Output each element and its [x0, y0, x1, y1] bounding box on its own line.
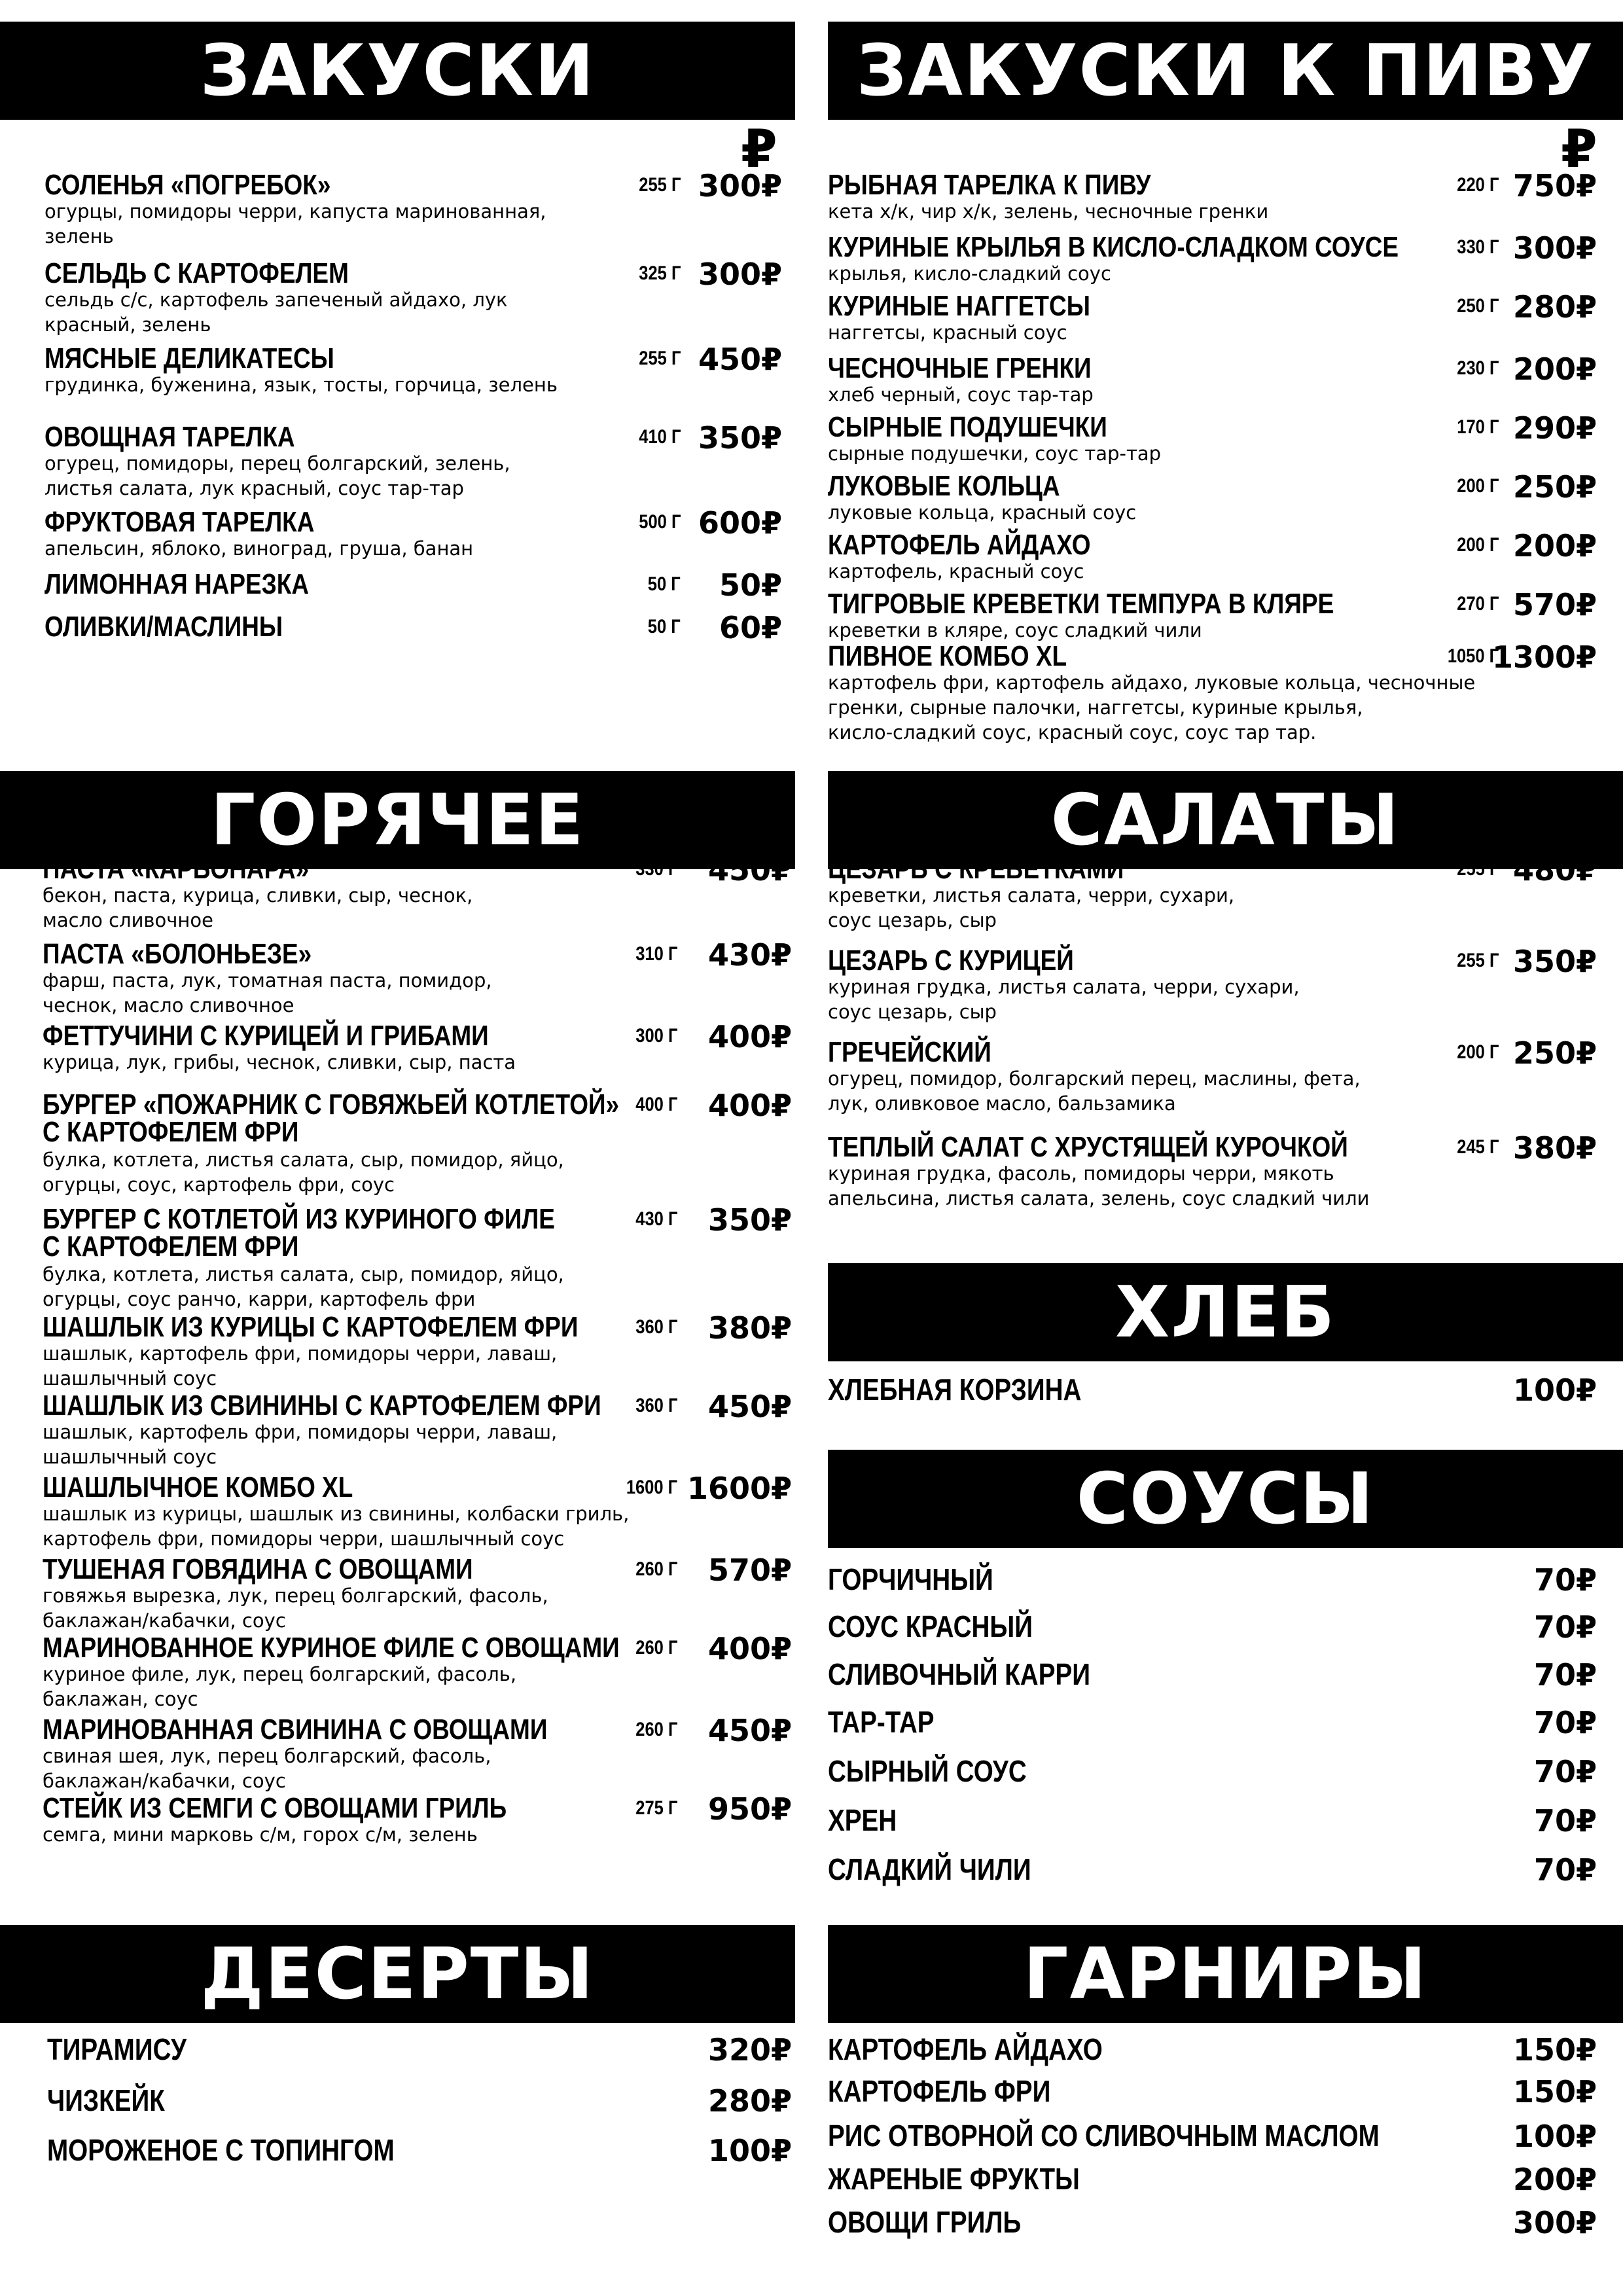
- item-description: картофель фри, картофель айдахо, луковые кольца, чесночные: [828, 672, 1476, 694]
- item-name: ТАР-ТАР: [828, 1705, 935, 1739]
- item-name: ТИГРОВЫЕ КРЕВЕТКИ ТЕМПУРА В КЛЯРЕ: [828, 588, 1334, 620]
- item-description: апельсин, яблоко, виноград, груша, банан: [45, 537, 474, 560]
- item-name: СЫРНЫЙ СОУС: [828, 1754, 1027, 1788]
- menu-item: [828, 410, 1597, 465]
- item-price: 60₽: [719, 610, 782, 645]
- menu-item: [828, 1130, 1597, 1210]
- item-description: шашлык, картофель фри, помидоры черри, лаваш,: [43, 1421, 558, 1443]
- item-description: огурец, помидоры, перец болгарский, зелень,: [45, 452, 510, 475]
- menu-item: [43, 1019, 792, 1073]
- item-price: 1600₽: [687, 1471, 792, 1506]
- section-title: СОУСЫ: [828, 1450, 1623, 1548]
- item-price: 250₽: [1512, 469, 1597, 505]
- item-name: БУРГЕР «ПОЖАРНИК С ГОВЯЖЬЕЙ КОТЛЕТОЙ»: [43, 1088, 620, 1121]
- section-title: ХЛЕБ: [828, 1263, 1623, 1361]
- item-price: 450₽: [707, 1389, 792, 1424]
- item-price: 70₽: [1533, 1803, 1597, 1839]
- item-price: 950₽: [707, 1791, 792, 1827]
- item-price: 200₽: [1512, 351, 1597, 387]
- item-description: зелень: [45, 225, 114, 247]
- item-weight: 260 Г: [635, 1637, 677, 1659]
- item-price: 150₽: [1512, 2032, 1597, 2068]
- menu-item: [828, 2121, 1597, 2160]
- item-price: 200₽: [1512, 2162, 1597, 2197]
- item-price: 280₽: [707, 2083, 792, 2119]
- item-description: хлеб черный, соус тар-тар: [828, 384, 1094, 406]
- item-price: 480₽: [1512, 852, 1597, 888]
- menu-item: [828, 289, 1597, 344]
- item-description: апельсина, листья салата, зелень, соус сладкий чили: [828, 1187, 1370, 1210]
- menu-item: [47, 2085, 792, 2125]
- menu-item: [828, 1756, 1597, 1795]
- item-name: ЦЕЗАРЬ С КУРИЦЕЙ: [828, 944, 1074, 977]
- item-description: огурцы, помидоры черри, капуста маринованная,: [45, 200, 546, 223]
- item-weight: 50 Г: [648, 616, 681, 637]
- item-weight: 255 Г: [638, 348, 681, 369]
- item-weight: 255 Г: [1456, 950, 1499, 971]
- menu-item: [828, 2164, 1597, 2203]
- menu-item: [828, 230, 1597, 285]
- item-description: шашлычный соус: [43, 1367, 217, 1390]
- item-description: шашлык, картофель фри, помидоры черри, лаваш,: [43, 1342, 558, 1365]
- item-price: 350₽: [1512, 944, 1597, 979]
- item-description: сельдь с/с, картофель запеченый айдахо, лук: [45, 289, 508, 311]
- item-price: 450₽: [698, 342, 782, 377]
- item-description: крылья, кисло-сладкий соус: [828, 262, 1111, 285]
- item-name: СОУС КРАСНЫЙ: [828, 1609, 1033, 1643]
- menu-item: [43, 937, 792, 1016]
- item-weight: 310 Г: [635, 943, 677, 965]
- item-name: РЫБНАЯ ТАРЕЛКА К ПИВУ: [828, 169, 1151, 201]
- item-description: креветки, листья салата, черри, сухари,: [828, 884, 1235, 906]
- item-description: бекон, паста, курица, сливки, сыр, чеснок,: [43, 884, 473, 906]
- currency-symbol: ₽: [741, 118, 777, 179]
- item-weight: 1050 Г: [1447, 645, 1499, 667]
- menu-item: [828, 168, 1597, 223]
- item-description: баклажан/кабачки, соус: [43, 1609, 286, 1632]
- item-weight: 200 Г: [1456, 1041, 1499, 1063]
- item-description: курица, лук, грибы, чеснок, сливки, сыр, паста: [43, 1051, 516, 1073]
- item-description: картофель фри, помидоры черри, шашлычный соус: [43, 1528, 565, 1550]
- item-name: ЧИЗКЕЙК: [47, 2083, 165, 2117]
- item-name: ГРЕЧЕЙСКИЙ: [828, 1036, 991, 1068]
- item-weight: 400 Г: [635, 1094, 677, 1115]
- item-price: 600₽: [698, 505, 782, 541]
- item-price: 300₽: [698, 168, 782, 204]
- item-name: ОВОЩНАЯ ТАРЕЛКА: [45, 421, 295, 453]
- menu-item: [43, 1310, 792, 1390]
- item-name: СЫРНЫЕ ПОДУШЕЧКИ: [828, 411, 1107, 443]
- menu-item: [47, 2135, 792, 2174]
- item-weight: 270 Г: [1456, 593, 1499, 615]
- item-weight: 260 Г: [635, 1719, 677, 1740]
- item-price: 100₽: [707, 2133, 792, 2168]
- item-name: СЛИВОЧНЫЙ КАРРИ: [828, 1657, 1091, 1691]
- item-price: 400₽: [707, 1019, 792, 1054]
- item-description: баклажан, соус: [43, 1688, 198, 1710]
- item-price: 300₽: [1512, 2205, 1597, 2240]
- menu-item: [828, 1611, 1597, 1651]
- item-name: СЕЛЬДЬ С КАРТОФЕЛЕМ: [45, 257, 349, 289]
- section-sauces: [828, 1450, 1623, 1908]
- item-description: масло сливочное: [43, 909, 213, 931]
- item-weight: 1600 Г: [626, 1477, 677, 1498]
- item-description: куриная грудка, фасоль, помидоры черри, мякоть: [828, 1162, 1334, 1185]
- item-name: СТЕЙК ИЗ СЕМГИ С ОВОЩАМИ ГРИЛЬ: [43, 1792, 507, 1824]
- menu-item: [43, 1471, 792, 1550]
- section-salads: [828, 771, 1623, 1268]
- item-name: ШАШЛЫК ИЗ СВИНИНЫ С КАРТОФЕЛЕМ ФРИ: [43, 1390, 601, 1422]
- item-weight: 360 Г: [635, 1395, 677, 1416]
- menu-item: [43, 852, 792, 931]
- item-name: БУРГЕР С КОТЛЕТОЙ ИЗ КУРИНОГО ФИЛЕ: [43, 1203, 555, 1235]
- item-description: огурец, помидор, болгарский перец, маслины, фета,: [828, 1067, 1361, 1090]
- item-name: МАРИНОВАННАЯ СВИНИНА С ОВОЩАМИ: [43, 1713, 548, 1746]
- item-weight: 330 Г: [1456, 236, 1499, 258]
- section-title: ЗАКУСКИ К ПИВУ: [828, 22, 1623, 120]
- item-weight: 230 Г: [1456, 357, 1499, 379]
- menu-item: [828, 639, 1597, 744]
- item-name-line2: С КАРТОФЕЛЕМ ФРИ: [43, 1230, 299, 1263]
- item-name: КУРИНЫЕ КРЫЛЬЯ В КИСЛО-СЛАДКОМ СОУСЕ: [828, 231, 1399, 263]
- item-name: ХЛЕБНАЯ КОРЗИНА: [828, 1372, 1082, 1407]
- item-weight: 330 Г: [635, 858, 677, 880]
- item-weight: 200 Г: [1456, 475, 1499, 497]
- item-price: 400₽: [707, 1631, 792, 1666]
- item-name: ЛУКОВЫЕ КОЛЬЦА: [828, 470, 1060, 502]
- item-name: ТИРАМИСУ: [47, 2032, 187, 2066]
- item-price: 570₽: [707, 1552, 792, 1588]
- item-name: ФЕТТУЧИНИ С КУРИЦЕЙ И ГРИБАМИ: [43, 1020, 489, 1052]
- section-hot: [0, 771, 795, 1910]
- item-price: 380₽: [707, 1310, 792, 1346]
- menu-item: [828, 351, 1597, 406]
- item-name: КУРИНЫЕ НАГГЕТСЫ: [828, 290, 1090, 322]
- item-price: 280₽: [1512, 289, 1597, 325]
- item-price: 70₽: [1533, 1609, 1597, 1645]
- item-name: ЖАРЕНЫЕ ФРУКТЫ: [828, 2162, 1080, 2196]
- item-description: фарш, паста, лук, томатная паста, помидор,: [43, 969, 492, 992]
- item-weight: 275 Г: [635, 1797, 677, 1819]
- item-price: 350₽: [698, 420, 782, 456]
- item-description: чеснок, масло сливочное: [43, 994, 294, 1016]
- item-name-line2: С КАРТОФЕЛЕМ ФРИ: [43, 1116, 299, 1148]
- item-price: 350₽: [707, 1202, 792, 1238]
- item-description: свиная шея, лук, перец болгарский, фасоль,: [43, 1745, 491, 1767]
- item-weight: 430 Г: [635, 1208, 677, 1230]
- item-name: ЧЕСНОЧНЫЕ ГРЕНКИ: [828, 352, 1092, 384]
- item-weight: 50 Г: [648, 573, 681, 595]
- menu-item: [828, 1854, 1597, 1893]
- item-description: лук, оливковое масло, бальзамика: [828, 1092, 1176, 1115]
- menu-item: [828, 1564, 1597, 1604]
- item-weight: 500 Г: [638, 511, 681, 533]
- menu-item: [828, 1374, 1597, 1414]
- item-price: 70₽: [1533, 1754, 1597, 1789]
- item-description: листья салата, лук красный, соус тар-тар: [45, 477, 464, 499]
- menu-item: [45, 168, 782, 247]
- item-price: 450₽: [707, 852, 792, 888]
- item-price: 100₽: [1512, 1372, 1597, 1408]
- section-garnish: [828, 1925, 1623, 2291]
- item-name: ЛИМОННАЯ НАРЕЗКА: [45, 568, 310, 600]
- item-description: шашлычный соус: [43, 1446, 217, 1468]
- item-price: 50₽: [719, 567, 782, 603]
- menu-item: [828, 1659, 1597, 1698]
- item-name: ОВОЩИ ГРИЛЬ: [828, 2205, 1022, 2239]
- menu-item: [43, 1202, 792, 1310]
- item-name: МЯСНЫЕ ДЕЛИКАТЕСЫ: [45, 342, 334, 374]
- item-weight: 250 Г: [1456, 295, 1499, 317]
- item-description: красный, зелень: [45, 314, 211, 336]
- item-name: ТУШЕНАЯ ГОВЯДИНА С ОВОЩАМИ: [43, 1553, 473, 1585]
- item-price: 400₽: [707, 1088, 792, 1123]
- section-title: ЗАКУСКИ: [0, 22, 795, 120]
- section-title: ГОРЯЧЕЕ: [0, 771, 795, 869]
- item-description: кета х/к, чир х/к, зелень, чесночные гренки: [828, 200, 1269, 223]
- item-description: огурцы, соус, картофель фри, соус: [43, 1174, 395, 1196]
- item-weight: 220 Г: [1456, 174, 1499, 196]
- menu-item: [43, 1713, 792, 1792]
- item-name: ФРУКТОВАЯ ТАРЕЛКА: [45, 506, 315, 538]
- item-name: ПАСТА «БОЛОНЬЕЗЕ»: [43, 938, 312, 970]
- menu-item: [828, 469, 1597, 524]
- item-name: КАРТОФЕЛЬ ФРИ: [828, 2074, 1051, 2108]
- menu-item: [45, 420, 782, 499]
- item-price: 70₽: [1533, 1705, 1597, 1740]
- item-price: 300₽: [1512, 230, 1597, 266]
- menu-item: [828, 587, 1597, 641]
- section-title: ГАРНИРЫ: [828, 1925, 1623, 2023]
- item-price: 570₽: [1512, 587, 1597, 622]
- menu-item: [43, 1791, 792, 1846]
- item-name: ТЕПЛЫЙ САЛАТ С ХРУСТЯЩЕЙ КУРОЧКОЙ: [828, 1131, 1348, 1163]
- item-description: картофель, красный соус: [828, 560, 1084, 583]
- item-price: 380₽: [1512, 1130, 1597, 1166]
- item-weight: 325 Г: [638, 262, 681, 284]
- item-weight: 255 Г: [638, 174, 681, 196]
- item-name: ШАШЛЫК ИЗ КУРИЦЫ С КАРТОФЕЛЕМ ФРИ: [43, 1311, 579, 1343]
- item-description: булка, котлета, листья салата, сыр, помидор, яйцо,: [43, 1149, 564, 1171]
- menu-item: [828, 2076, 1597, 2115]
- section-bread: [828, 1263, 1623, 1433]
- item-description: грудинка, буженина, язык, тосты, горчица, зелень: [45, 374, 558, 396]
- item-description: шашлык из курицы, шашлык из свинины, колбаски гриль,: [43, 1503, 630, 1525]
- menu-item: [43, 1389, 792, 1468]
- menu-item: [828, 1035, 1597, 1115]
- item-price: 1300₽: [1491, 639, 1597, 675]
- section-desserts: [0, 1925, 795, 2252]
- item-price: 320₽: [707, 2032, 792, 2068]
- menu-item: [828, 528, 1597, 583]
- menu-item: [828, 1805, 1597, 1844]
- menu-item: [45, 342, 782, 396]
- item-description: соус цезарь, сыр: [828, 909, 997, 931]
- item-price: 290₽: [1512, 410, 1597, 446]
- item-description: сырные подушечки, соус тар-тар: [828, 442, 1162, 465]
- item-name: КАРТОФЕЛЬ АЙДАХО: [828, 529, 1091, 561]
- menu-item: [45, 612, 782, 651]
- item-name: КАРТОФЕЛЬ АЙДАХО: [828, 2032, 1103, 2066]
- menu-item: [45, 257, 782, 336]
- item-description: кисло-сладкий соус, красный соус, соус тар тар.: [828, 721, 1317, 744]
- item-weight: 300 Г: [635, 1025, 677, 1047]
- item-description: луковые кольца, красный соус: [828, 501, 1137, 524]
- section-title: ДЕСЕРТЫ: [0, 1925, 795, 2023]
- item-name: ШАШЛЫЧНОЕ КОМБО XL: [43, 1471, 353, 1503]
- section-beer-snacks: [828, 22, 1623, 742]
- menu-item: [47, 2034, 792, 2073]
- item-price: 100₽: [1512, 2119, 1597, 2154]
- section-zakuski: [0, 22, 795, 742]
- item-description: огурцы, соус ранчо, карри, картофель фри: [43, 1288, 476, 1310]
- menu-item: [45, 505, 782, 560]
- item-description: гренки, сырные палочки, наггетсы, куриные крылья,: [828, 696, 1363, 719]
- item-name: ПИВНОЕ КОМБО XL: [828, 640, 1067, 672]
- menu-item: [828, 944, 1597, 1023]
- item-description: баклажан/кабачки, соус: [43, 1770, 286, 1792]
- item-weight: 170 Г: [1456, 416, 1499, 438]
- item-description: наггетсы, красный соус: [828, 321, 1067, 344]
- item-price: 750₽: [1512, 168, 1597, 204]
- item-weight: 260 Г: [635, 1558, 677, 1580]
- menu-item: [828, 852, 1597, 931]
- item-weight: 245 Г: [1456, 1136, 1499, 1158]
- item-weight: 200 Г: [1456, 534, 1499, 556]
- item-name: СЛАДКИЙ ЧИЛИ: [828, 1852, 1031, 1886]
- item-price: 430₽: [707, 937, 792, 973]
- item-price: 70₽: [1533, 1852, 1597, 1888]
- item-name: ОЛИВКИ/МАСЛИНЫ: [45, 611, 283, 643]
- item-price: 200₽: [1512, 528, 1597, 564]
- menu-item: [43, 1552, 792, 1632]
- item-name: ПАСТА «КАРБОНАРА»: [43, 853, 310, 885]
- menu-item: [828, 1707, 1597, 1746]
- item-description: куриное филе, лук, перец болгарский, фасоль,: [43, 1663, 517, 1685]
- item-price: 250₽: [1512, 1035, 1597, 1071]
- section-title: САЛАТЫ: [828, 771, 1623, 869]
- item-name: МОРОЖЕНОЕ С ТОПИНГОМ: [47, 2133, 395, 2167]
- item-weight: 360 Г: [635, 1316, 677, 1338]
- item-description: булка, котлета, листья салата, сыр, помидор, яйцо,: [43, 1263, 564, 1285]
- item-name: РИС ОТВОРНОЙ СО СЛИВОЧНЫМ МАСЛОМ: [828, 2119, 1380, 2153]
- item-description: соус цезарь, сыр: [828, 1001, 997, 1023]
- item-price: 300₽: [698, 257, 782, 292]
- menu-item: [828, 2034, 1597, 2073]
- item-price: 70₽: [1533, 1657, 1597, 1693]
- menu-item: [43, 1631, 792, 1710]
- item-description: креветки в кляре, соус сладкий чили: [828, 619, 1202, 641]
- menu-item: [43, 1088, 792, 1196]
- item-name: ЦЕЗАРЬ С КРЕВЕТКАМИ: [828, 853, 1124, 885]
- item-name: ХРЕН: [828, 1803, 897, 1837]
- item-name: ГОРЧИЧНЫЙ: [828, 1562, 993, 1596]
- item-price: 150₽: [1512, 2074, 1597, 2109]
- item-name: СОЛЕНЬЯ «ПОГРЕБОК»: [45, 169, 331, 201]
- menu-item: [45, 569, 782, 609]
- item-price: 450₽: [707, 1713, 792, 1748]
- item-weight: 410 Г: [638, 426, 681, 448]
- item-description: семга, мини марковь с/м, горох с/м, зелень: [43, 1823, 478, 1846]
- item-name: МАРИНОВАННОЕ КУРИНОЕ ФИЛЕ С ОВОЩАМИ: [43, 1632, 620, 1664]
- item-description: говяжья вырезка, лук, перец болгарский, фасоль,: [43, 1585, 548, 1607]
- item-price: 70₽: [1533, 1562, 1597, 1598]
- menu-item: [828, 2207, 1597, 2246]
- item-description: куриная грудка, листья салата, черри, сухари,: [828, 976, 1300, 998]
- item-weight: 255 Г: [1456, 858, 1499, 880]
- currency-symbol: ₽: [1561, 118, 1597, 179]
